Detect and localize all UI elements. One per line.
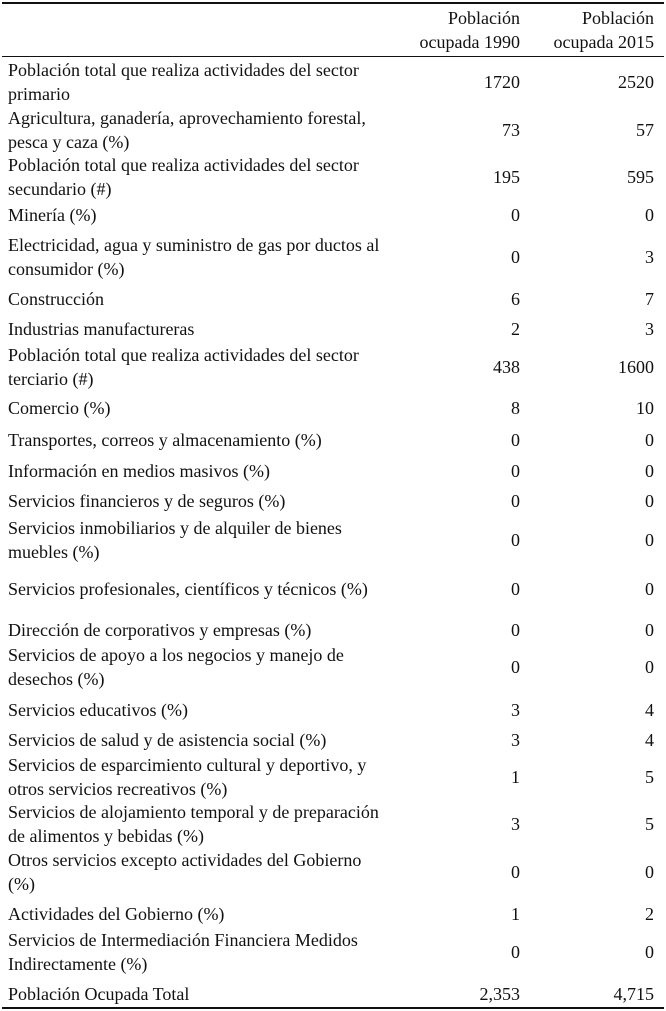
table-row (0, 489, 666, 513)
table-row (0, 233, 666, 281)
table-row (0, 58, 666, 106)
table-row (0, 902, 666, 926)
row-label: Otros servicios excepto actividades del Gobierno (%) (8, 850, 362, 894)
value-2015: 0 (645, 579, 654, 599)
value-2015: 0 (645, 530, 654, 550)
value-2015: 0 (645, 205, 654, 225)
value-2015: 5 (645, 814, 654, 834)
table-row (0, 982, 666, 1006)
table-row (0, 618, 666, 642)
value-2015: 57 (636, 120, 654, 140)
value-1990: 0 (511, 579, 520, 599)
table-row (0, 643, 666, 691)
row-label: Servicios de esparcimiento cultural y deportivo, y otros servicios recreativos (%) (8, 755, 367, 799)
table-row (0, 203, 666, 227)
row-label: Población Ocupada Total (8, 984, 190, 1004)
row-label: Construcción (8, 289, 104, 309)
value-2015: 2520 (618, 72, 654, 92)
row-label: Actividades del Gobierno (%) (8, 904, 225, 924)
value-2015: 10 (636, 398, 654, 418)
row-label: Electricidad, agua y suministro de gas por ductos al consumidor (%) (8, 235, 380, 279)
row-label: Comercio (%) (8, 398, 111, 418)
row-label: Industrias manufactureras (8, 319, 195, 339)
table-row (0, 428, 666, 452)
header-rule (2, 56, 664, 57)
header-2015 (554, 6, 654, 54)
row-label: Información en medios masivos (%) (8, 461, 270, 481)
value-1990: 0 (511, 862, 520, 882)
row-label: Servicios financieros y de seguros (%) (8, 491, 286, 511)
value-1990: 0 (511, 491, 520, 511)
value-1990: 2,353 (479, 984, 520, 1004)
row-label: Dirección de corporativos y empresas (%) (8, 620, 312, 640)
value-1990: 0 (511, 942, 520, 962)
row-label: Transportes, correos y almacenamiento (%) (8, 430, 322, 450)
value-1990: 1720 (484, 72, 520, 92)
value-2015: 0 (645, 491, 654, 511)
value-1990: 2 (511, 319, 520, 339)
top-rule (2, 2, 664, 4)
table-row (0, 848, 666, 896)
table-row (0, 343, 666, 391)
value-1990: 73 (502, 120, 520, 140)
value-2015: 7 (645, 289, 654, 309)
header-1990-line2: ocupada 1990 (419, 32, 520, 52)
value-2015: 2 (645, 904, 654, 924)
value-1990: 438 (493, 357, 520, 377)
table-row (0, 153, 666, 201)
value-1990: 0 (511, 430, 520, 450)
value-1990: 3 (511, 814, 520, 834)
row-label: Población total que realiza actividades del sector secundario (#) (8, 155, 359, 199)
table-row (0, 516, 666, 564)
value-1990: 3 (511, 730, 520, 750)
value-1990: 6 (511, 289, 520, 309)
header-2015-line2: ocupada 2015 (553, 32, 654, 52)
header-1990 (420, 6, 520, 54)
value-1990: 0 (511, 461, 520, 481)
row-label: Servicios educativos (%) (8, 700, 188, 720)
row-label: Población total que realiza actividades del sector terciario (#) (8, 345, 359, 389)
value-2015: 0 (645, 430, 654, 450)
table-row (0, 459, 666, 483)
row-label: Minería (%) (8, 205, 97, 225)
value-2015: 0 (645, 657, 654, 677)
value-2015: 4 (645, 700, 654, 720)
row-label: Población total que realiza actividades del sector primario (8, 60, 359, 104)
value-2015: 4,715 (613, 984, 654, 1004)
value-2015: 0 (645, 942, 654, 962)
value-2015: 595 (627, 167, 654, 187)
value-2015: 5 (645, 767, 654, 787)
row-label: Servicios de Intermediación Financiera Medidos Indirectamente (%) (8, 930, 358, 974)
value-1990: 1 (511, 767, 520, 787)
value-2015: 0 (645, 620, 654, 640)
value-2015: 1600 (618, 357, 654, 377)
table-row (0, 728, 666, 752)
table-row (0, 317, 666, 341)
table-row (0, 800, 666, 848)
value-1990: 0 (511, 620, 520, 640)
row-label: Servicios de alojamiento temporal y de preparación de alimentos y bebidas (%) (8, 802, 379, 846)
value-1990: 0 (511, 530, 520, 550)
table-row (0, 928, 666, 976)
table-row (0, 565, 666, 613)
value-1990: 0 (511, 247, 520, 267)
value-2015: 4 (645, 730, 654, 750)
row-label: Servicios de apoyo a los negocios y manejo de desechos (%) (8, 645, 344, 689)
value-1990: 195 (493, 167, 520, 187)
bottom-rule (2, 1007, 664, 1009)
table-row (0, 106, 666, 154)
row-label: Servicios profesionales, científicos y técnicos (%) (8, 579, 368, 599)
table-row (0, 396, 666, 420)
value-1990: 0 (511, 657, 520, 677)
row-label: Agricultura, ganadería, aprovechamiento forestal, pesca y caza (%) (8, 108, 366, 152)
value-1990: 3 (511, 700, 520, 720)
row-label: Servicios inmobiliarios y de alquiler de bienes muebles (%) (8, 518, 342, 562)
value-1990: 8 (511, 398, 520, 418)
header-2015-line1: Población (582, 8, 654, 28)
value-2015: 3 (645, 247, 654, 267)
header-1990-line1: Población (448, 8, 520, 28)
value-1990: 0 (511, 205, 520, 225)
table-row (0, 753, 666, 801)
value-2015: 0 (645, 461, 654, 481)
table-row (0, 287, 666, 311)
value-1990: 1 (511, 904, 520, 924)
value-2015: 0 (645, 862, 654, 882)
value-2015: 3 (645, 319, 654, 339)
row-label: Servicios de salud y de asistencia social (%) (8, 730, 327, 750)
table-row (0, 698, 666, 722)
